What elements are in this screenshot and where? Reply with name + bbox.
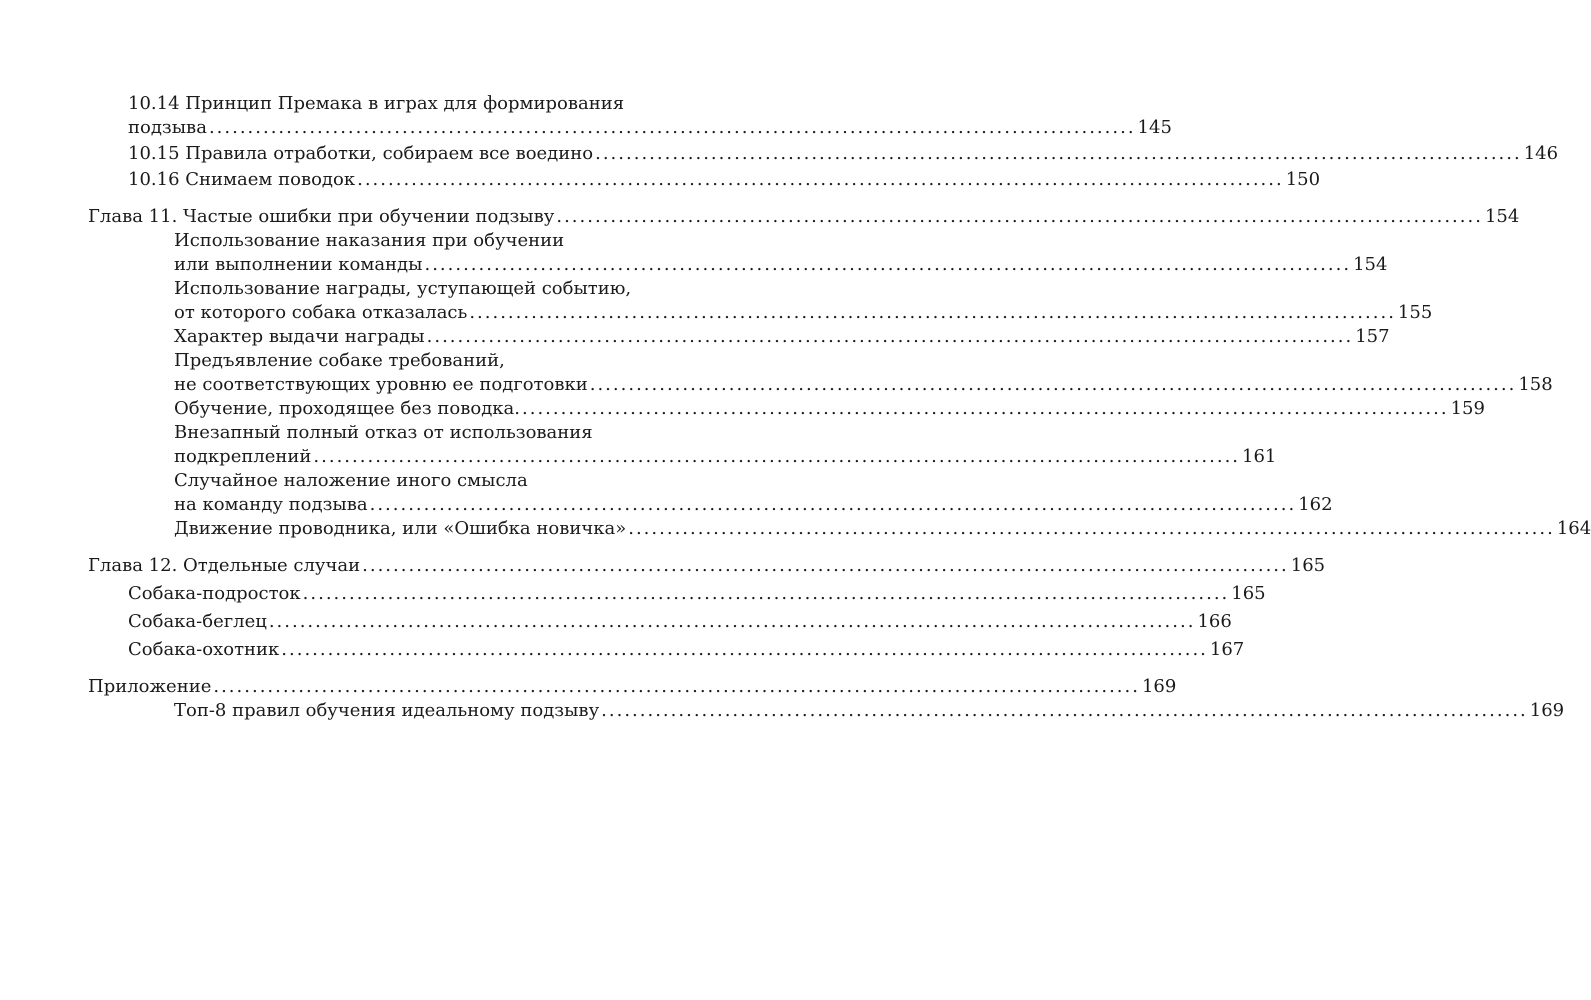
dot-leader: ........................................................................................................................: [522, 398, 1449, 419]
dot-leader: ........................................................................................................................: [302, 583, 1230, 604]
toc-entry-title-line: Предъявление собаке требований,: [174, 350, 505, 371]
page-number: 161: [1242, 446, 1277, 467]
toc-entry-title: 10.16 Снимаем поводок: [128, 169, 356, 190]
dot-leader: ........................................................................................................................: [424, 254, 1352, 275]
toc-entry-reward-delivery: [174, 325, 1390, 349]
toc-entry-10-16: [128, 168, 1321, 192]
dot-leader: ........................................................................................................................: [268, 611, 1196, 632]
toc-entry-no-leash: [174, 397, 1485, 421]
page-number: 146: [1523, 143, 1559, 164]
page-number: 155: [1397, 302, 1433, 323]
toc-entry-title-line: Внезапный полный отказ от использования: [174, 422, 593, 443]
page-number: 158: [1518, 374, 1553, 395]
page-number: 164: [1556, 518, 1591, 539]
toc-entry-title: Характер выдачи награды: [174, 326, 425, 347]
dot-leader: ........................................................................................................................: [369, 494, 1297, 515]
toc-entry-title: Топ-8 правил обучения идеальному подзыву: [174, 700, 600, 721]
toc-chapter-title: Глава 11. Частые ошибки при обучении подзыву: [88, 206, 555, 227]
toc-entry-runaway-dog: [128, 610, 1232, 634]
dot-leader: ........................................................................................................................: [589, 374, 1517, 395]
toc-entry-title-line: Использование наказания при обучении: [174, 230, 565, 251]
page-number: 165: [1290, 555, 1326, 576]
page-number: 162: [1298, 494, 1333, 515]
dot-leader: ........................................................................................................................: [313, 446, 1241, 467]
toc-entry-title: Собака-подросток: [128, 583, 301, 604]
toc-entry-title-line: не соответствующих уровню ее подготовки: [174, 374, 588, 395]
toc-entry-title-line: на команду подзыва: [174, 494, 368, 515]
toc-entry-title: 10.15 Правила отработки, собираем все воедино: [128, 143, 594, 164]
toc-entry-title-line: подкреплений: [174, 446, 312, 467]
dot-leader: ........................................................................................................................: [426, 326, 1354, 347]
page-number: 154: [1353, 254, 1388, 275]
toc-entry-title: Обучение, проходящее без поводка.: [174, 398, 520, 419]
page-number: 154: [1484, 206, 1520, 227]
page-number: 150: [1285, 169, 1321, 190]
toc-entry-title-line: подзыва: [128, 117, 207, 138]
page-number: 169: [1529, 700, 1565, 721]
toc-chapter-12: [88, 554, 1326, 578]
toc-entry-hunter-dog: [128, 638, 1245, 662]
toc-entry-title-line: от которого собака отказалась: [174, 302, 468, 323]
toc-entry-title: Движение проводника, или «Ошибка новичка»: [174, 518, 627, 539]
toc-entry-title-line: или выполнении команды: [174, 254, 423, 275]
dot-leader: ........................................................................................................................: [362, 555, 1289, 576]
page-number: 145: [1137, 117, 1172, 138]
toc-entry-title-line: 10.14 Принцип Премака в играх для формирования: [128, 93, 625, 114]
page-number: 169: [1141, 676, 1177, 697]
dot-leader: ........................................................................................................................: [213, 676, 1140, 697]
table-of-contents: [88, 92, 1591, 723]
dot-leader: ........................................................................................................................: [281, 639, 1208, 660]
toc-appendix: [88, 675, 1177, 699]
toc-entry-reward-weaker: [174, 277, 1433, 325]
toc-entry-teen-dog: [128, 582, 1266, 606]
dot-leader: ........................................................................................................................: [556, 206, 1483, 227]
page-number: 157: [1355, 326, 1390, 347]
dot-leader: ........................................................................................................................: [357, 169, 1284, 190]
toc-entry-sudden-refusal: [174, 421, 1277, 469]
dot-leader: ........................................................................................................................: [469, 302, 1396, 323]
toc-entry-title: Собака-беглец: [128, 611, 267, 632]
dot-leader: ........................................................................................................................: [208, 117, 1136, 138]
toc-entry-punishment: [174, 229, 1388, 277]
toc-entry-handler-movement: [174, 517, 1591, 541]
toc-entry-10-14: [128, 92, 1172, 140]
toc-chapter-11: [88, 205, 1520, 229]
toc-entry-10-15: [128, 142, 1559, 166]
toc-entry-requirements: [174, 349, 1553, 397]
dot-leader: ........................................................................................................................: [595, 143, 1522, 164]
page-number: 159: [1450, 398, 1485, 419]
toc-entry-title-line: Случайное наложение иного смысла: [174, 470, 528, 491]
page-number: 167: [1209, 639, 1245, 660]
toc-entry-top8-rules: [174, 699, 1565, 723]
toc-chapter-title: Приложение: [88, 676, 212, 697]
toc-chapter-title: Глава 12. Отдельные случаи: [88, 555, 361, 576]
toc-entry-title-line: Использование награды, уступающей событию,: [174, 278, 632, 299]
page-number: 166: [1197, 611, 1232, 632]
toc-entry-title: Собака-охотник: [128, 639, 280, 660]
dot-leader: ........................................................................................................................: [601, 700, 1528, 721]
page-number: 165: [1231, 583, 1266, 604]
dot-leader: ........................................................................................................................: [628, 518, 1555, 539]
toc-entry-other-meaning: [174, 469, 1333, 517]
